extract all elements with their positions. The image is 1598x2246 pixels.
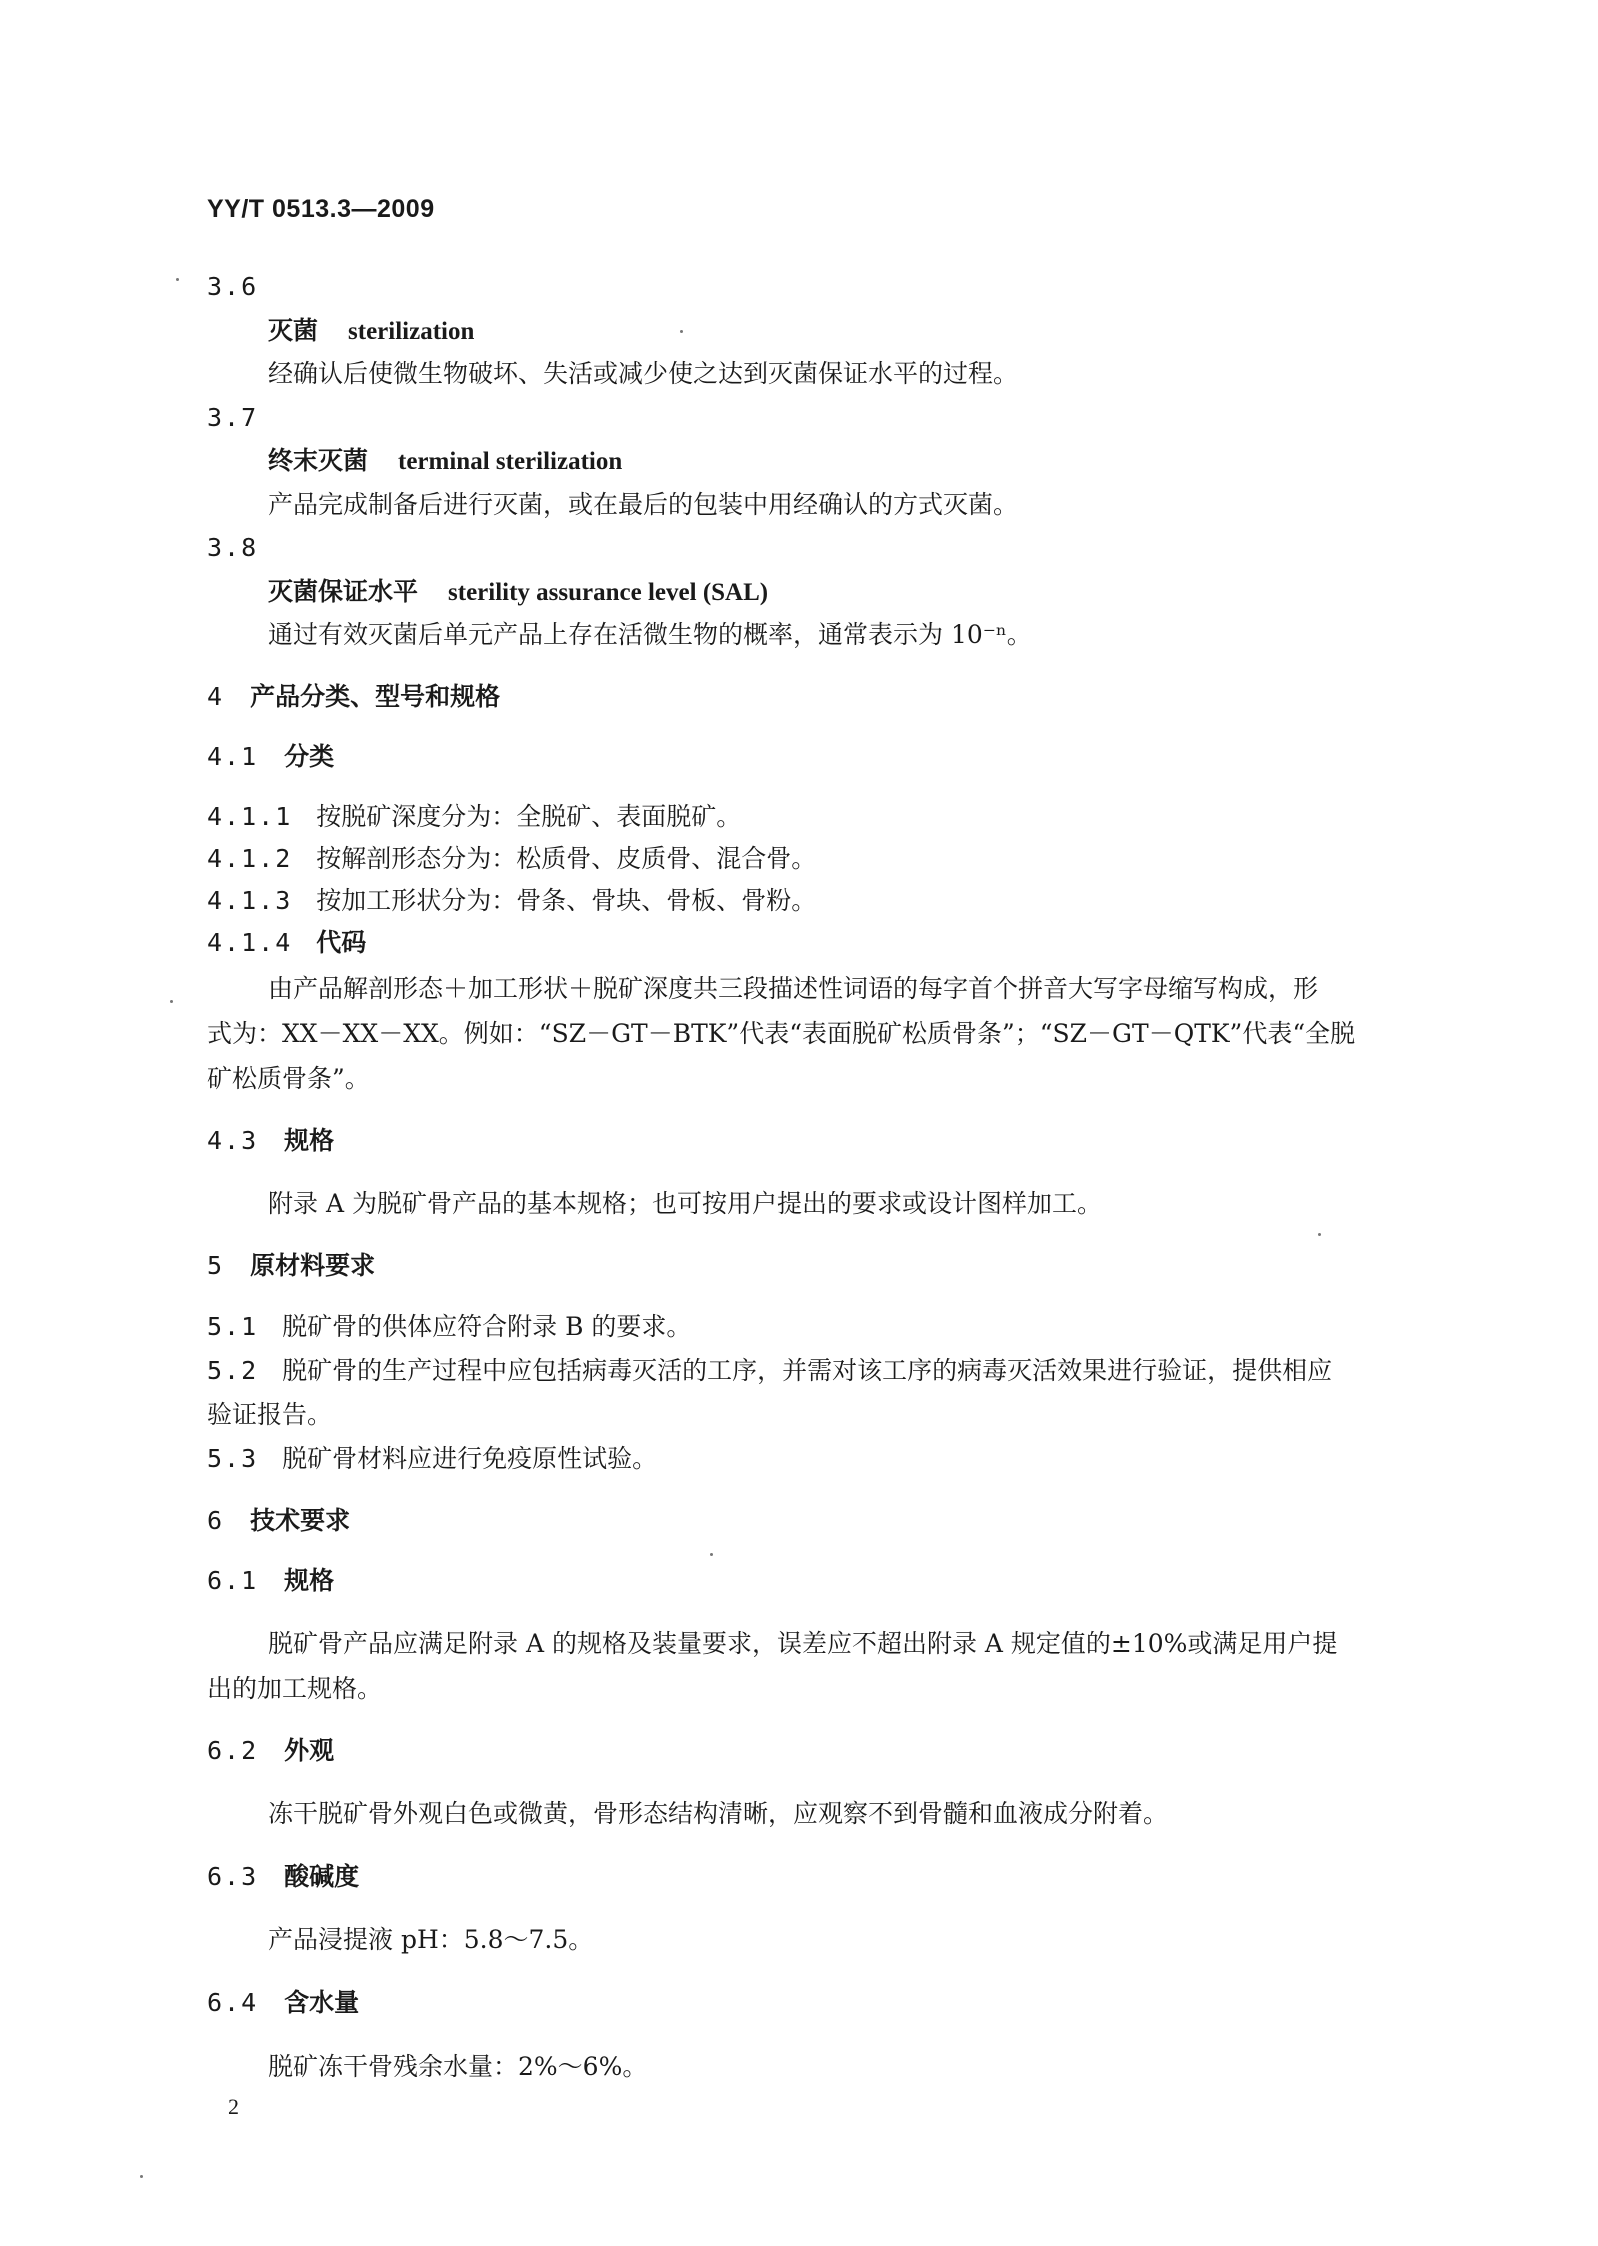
section-heading: 5 原材料要求 (207, 1251, 376, 1280)
standard-code-header: YY/T 0513.3—2009 (207, 195, 435, 223)
term-number: 3.6 (207, 272, 259, 301)
clause: 4.1.2 按解剖形态分为：松质骨、皮质骨、混合骨。 (207, 844, 817, 873)
paragraph-line: 验证报告。 (207, 1400, 333, 1429)
scan-speck (176, 278, 179, 281)
paragraph-line: 产品浸提液 pH：5.8～7.5。 (268, 1925, 594, 1954)
clause: 5.3 脱矿骨材料应进行免疫原性试验。 (207, 1444, 658, 1473)
paragraph-line: 脱矿冻干骨残余水量：2%～6%。 (268, 2052, 648, 2081)
scan-speck (170, 1000, 173, 1003)
clause: 5.2 脱矿骨的生产过程中应包括病毒灭活的工序，并需对该工序的病毒灭活效果进行验证，提供相应 (207, 1356, 1333, 1385)
term-definition: 产品完成制备后进行灭菌，或在最后的包装中用经确认的方式灭菌。 (268, 490, 1019, 519)
clause: 4.1.3 按加工形状分为：骨条、骨块、骨板、骨粉。 (207, 886, 817, 915)
term-definition: 经确认后使微生物破坏、失活或减少使之达到灭菌保证水平的过程。 (268, 359, 1019, 388)
subsection-heading: 6.3 酸碱度 (207, 1862, 360, 1891)
term-title: 灭菌保证水平 sterility assurance level (SAL) (268, 577, 769, 606)
scan-speck (140, 2175, 143, 2178)
paragraph-line: 式为：XX－XX－XX。例如：“SZ－GT－BTK”代表“表面脱矿松质骨条”；“SZ－GT－QTK”代表“全脱 (207, 1019, 1356, 1048)
clause: 5.1 脱矿骨的供体应符合附录 B 的要求。 (207, 1312, 692, 1341)
term-number: 3.8 (207, 533, 259, 562)
paragraph-line: 由产品解剖形态＋加工形状＋脱矿深度共三段描述性词语的每字首个拼音大写字母缩写构成，形 (268, 974, 1319, 1003)
paragraph-line: 脱矿骨产品应满足附录 A 的规格及装量要求，误差应不超出附录 A 规定值的±10%或满足用户提 (268, 1629, 1338, 1658)
paragraph-line: 附录 A 为脱矿骨产品的基本规格；也可按用户提出的要求或设计图样加工。 (268, 1189, 1102, 1218)
paragraph-line: 矿松质骨条”。 (207, 1064, 370, 1093)
paragraph-line: 出的加工规格。 (207, 1674, 383, 1703)
subsection-heading: 4.3 规格 (207, 1126, 335, 1155)
clause: 4.1.1 按脱矿深度分为：全脱矿、表面脱矿。 (207, 802, 742, 831)
scan-speck (1318, 1233, 1321, 1236)
scan-speck (710, 1553, 713, 1556)
term-title: 灭菌 sterilization (268, 316, 475, 345)
subsection-heading: 4.1 分类 (207, 742, 335, 771)
term-number: 3.7 (207, 403, 259, 432)
scan-speck (680, 330, 683, 333)
section-heading: 4 产品分类、型号和规格 (207, 682, 501, 711)
subsection-heading: 6.4 含水量 (207, 1988, 360, 2017)
subsection-heading: 6.2 外观 (207, 1736, 335, 1765)
paragraph-line: 冻干脱矿骨外观白色或微黄，骨形态结构清晰，应观察不到骨髓和血液成分附着。 (268, 1799, 1169, 1828)
subsection-heading: 6.1 规格 (207, 1566, 335, 1595)
term-definition: 通过有效灭菌后单元产品上存在活微生物的概率，通常表示为 10⁻ⁿ。 (268, 620, 1032, 649)
term-title: 终末灭菌 terminal sterilization (268, 446, 623, 475)
section-heading: 6 技术要求 (207, 1506, 351, 1535)
page-number: 2 (228, 2094, 239, 2119)
clause-heading: 4.1.4 代码 (207, 928, 367, 957)
